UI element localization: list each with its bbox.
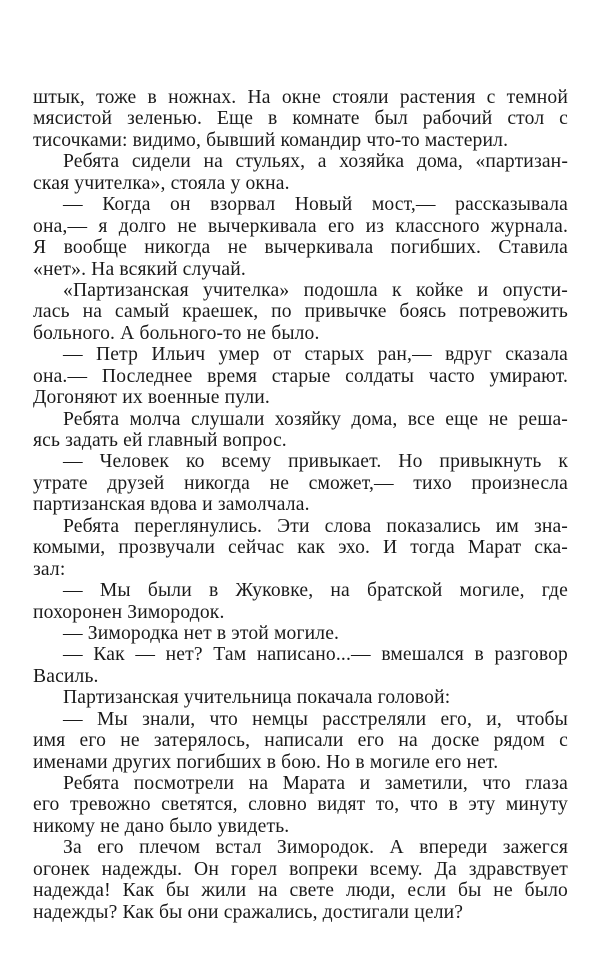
text-line: Василь. [33,665,99,687]
text-line: Ребята посмотрели на Марата и заметили, что глаза [63,773,568,794]
text-line: тисочками: видимо, бывший командир что-то мастерил. [33,129,509,151]
text-line: его тревожно светятся, словно видят то, что в эту минуту [33,794,568,816]
text-line: именами других погибших в бою. Но в могиле его нет. [33,751,499,773]
text-line: — Зимородка нет в этой могиле. [63,622,340,644]
text-line: — Мы были в Жуковке, на братской могиле, где [63,580,568,602]
text-line: она,— я долго не вычеркивала его из классного журнала. [33,215,568,237]
text-line: ская учителка», стояла у окна. [33,172,290,194]
book-page-text [33,87,568,923]
text-line: «Партизанская учителка» подошла к койке и опусти- [63,279,568,301]
text-line: За его плечом встал Зимородок. А впереди зажегся [63,837,568,859]
text-line: комыми, прозвучали сейчас как эхо. И тогда Марат ска- [33,537,568,559]
text-line: зал: [33,558,66,580]
text-line: — Как — нет? Там написано...— вмешался в разговор [63,644,568,666]
text-line: мясистой зеленью. Еще в комнате был рабочий стол с [33,108,568,130]
text-line: утрате друзей никогда не сможет,— тихо произнесла [33,472,568,494]
text-line: больного. А больного-то не было. [33,322,320,344]
text-line: Догоняют их военные пули. [33,387,270,409]
text-line: она.— Последнее время старые солдаты часто умирают. [33,365,568,387]
text-line: лась на самый краешек, по привычке боясь потревожить [33,301,568,323]
text-line: никому не дано было увидеть. [33,815,290,837]
text-line: штык, тоже в ножнах. На окне стояли растения с темной [33,87,568,108]
text-line: Партизанская учительница покачала головой: [63,687,451,709]
text-line: партизанская вдова и замолчала. [33,494,310,516]
text-line: — Когда он взорвал Новый мост,— рассказывала [63,194,568,216]
text-line: — Человек ко всему привыкает. Но привыкнуть к [63,451,568,473]
text-line: ясь задать ей главный вопрос. [33,430,287,451]
text-line: Ребята переглянулись. Эти слова показались им зна- [63,515,568,537]
text-line: — Мы знали, что немцы расстреляли его, и, чтобы [63,708,568,730]
text-line: имя его не затерялось, написали его на доске рядом с [33,730,568,752]
text-line: Ребята молча слушали хозяйку дома, все еще не реша- [63,408,568,430]
text-line: огонек надежды. Он горел вопреки всему. Да здравствует [33,858,568,880]
text-line: надежда! Как бы жили на свете люди, если бы не было [33,880,568,902]
text-line: похоронен Зимородок. [33,601,225,623]
text-line: надежды? Как бы они сражались, достигали цели? [33,901,464,923]
text-line: Ребята сидели на стульях, а хозяйка дома, «партизан- [63,151,568,173]
text-line: Я вообще никогда не вычеркивала погибших. Ставила [33,237,568,259]
text-line: — Петр Ильич умер от старых ран,— вдруг сказала [63,344,568,366]
text-line: «нет». На всякий случай. [33,258,246,280]
